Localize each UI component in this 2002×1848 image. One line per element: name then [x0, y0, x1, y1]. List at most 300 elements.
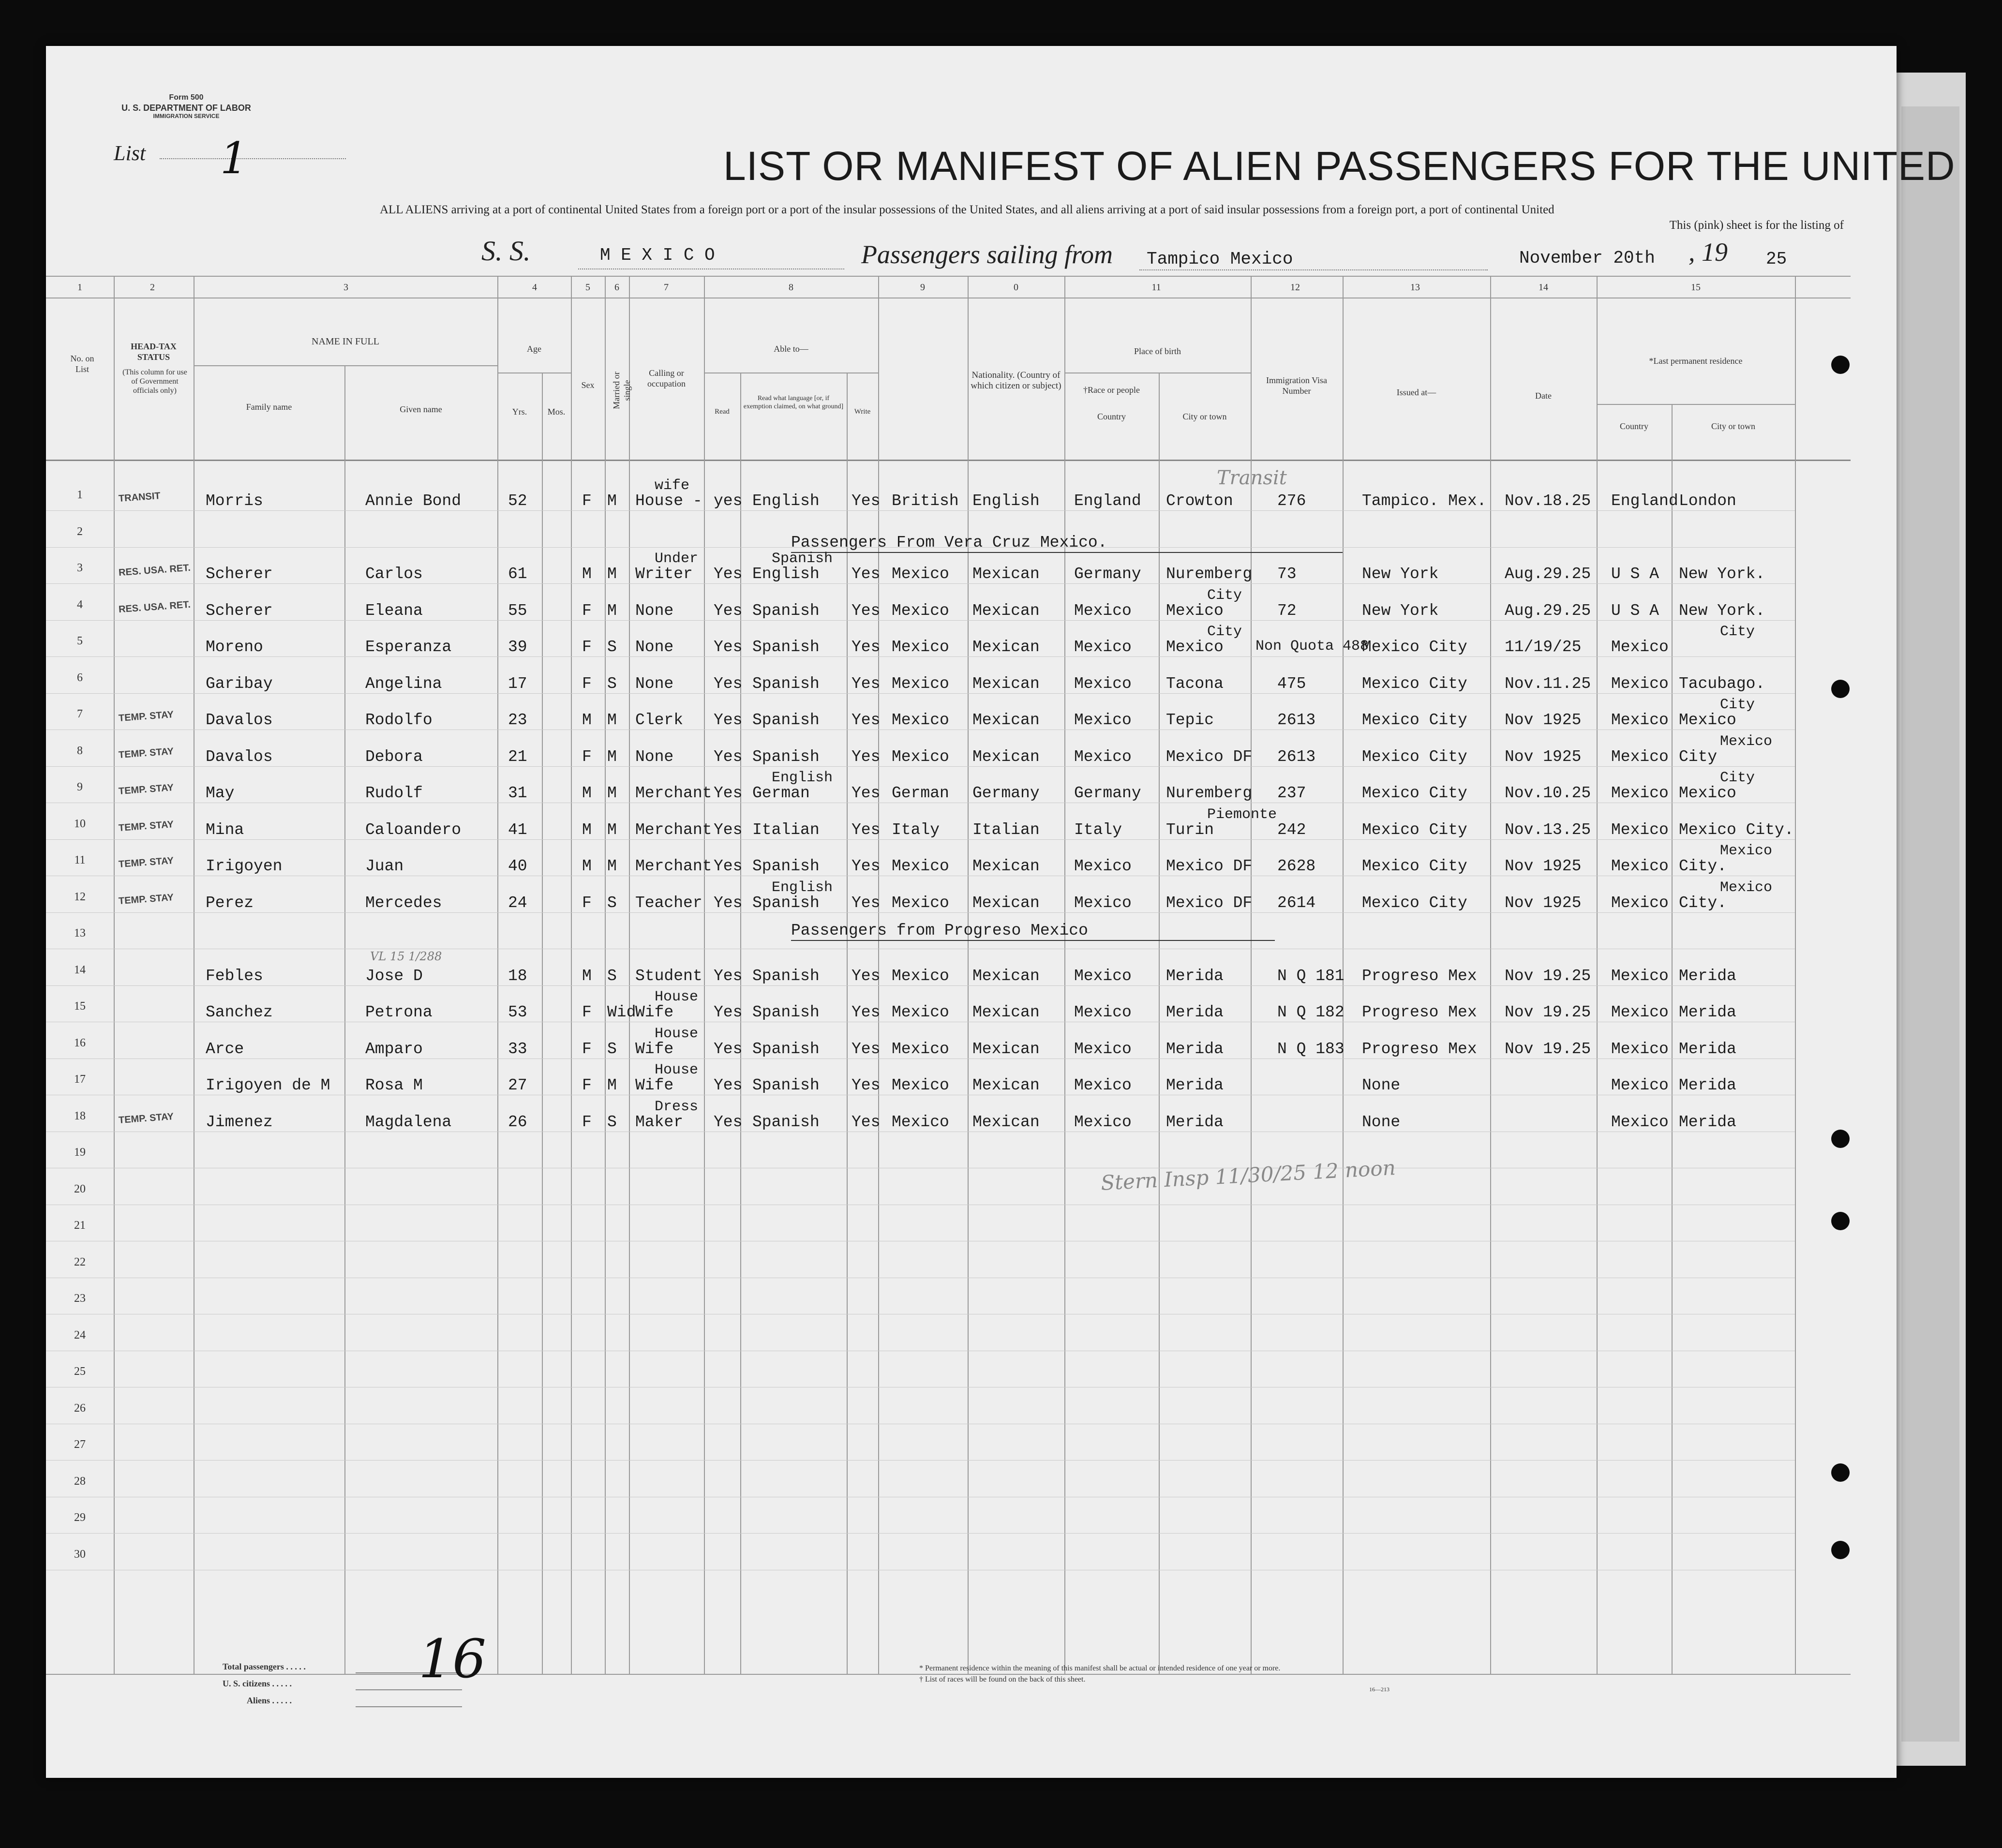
can-write: Yes	[852, 967, 881, 985]
sex: F	[582, 638, 592, 656]
occupation: Merchant	[635, 857, 712, 875]
colnum-1: 1	[77, 282, 82, 293]
residence-city: Mexico	[1679, 711, 1736, 729]
birth-city: Crowton	[1166, 492, 1233, 510]
occupation: None	[635, 638, 674, 656]
family-name: Jimenez	[206, 1113, 273, 1131]
col-divider-6	[629, 276, 630, 1674]
birth-city: Nuremberg	[1166, 784, 1253, 802]
residence-country: Mexico	[1611, 638, 1669, 656]
family-name: May	[206, 784, 235, 802]
marital-status: M	[607, 565, 617, 583]
row-number: 9	[77, 781, 83, 793]
sex: F	[582, 1040, 592, 1058]
race: Mexican	[972, 1040, 1040, 1058]
status-stamp: TEMP. STAY	[118, 745, 174, 760]
birth-country: Germany	[1074, 565, 1141, 583]
status-stamp: RES. USA. RET.	[118, 599, 191, 615]
can-read: Yes	[714, 1003, 743, 1021]
race: Mexican	[972, 967, 1040, 985]
age-years: 40	[508, 857, 527, 875]
row-guide	[46, 912, 1795, 913]
table-top-rule	[46, 276, 1851, 277]
res-city-top-line: Mexico	[1720, 879, 1773, 896]
sailing-date: November 20th	[1519, 248, 1655, 268]
row-number: 1	[77, 489, 83, 501]
given-name: Petrona	[365, 1003, 433, 1021]
family-name: Scherer	[206, 601, 273, 620]
birth-country: Germany	[1074, 784, 1141, 802]
residence-country: Mexico	[1611, 1040, 1669, 1058]
status-stamp: TEMP. STAY	[118, 892, 174, 907]
issued-at: Mexico City	[1362, 784, 1467, 802]
visa-number: 475	[1277, 674, 1306, 693]
ss-label: S. S.	[481, 235, 531, 267]
issued-at: Progreso Mex	[1362, 1040, 1477, 1058]
residence-city: City.	[1679, 894, 1727, 912]
age-years: 31	[508, 784, 527, 802]
given-name: Eleana	[365, 601, 423, 620]
race: Mexican	[972, 638, 1040, 656]
header-able-to: Able to—	[774, 344, 808, 354]
race: Mexican	[972, 747, 1040, 766]
family-name: Sanchez	[206, 1003, 273, 1021]
sailing-label: Passengers sailing from	[861, 240, 1113, 269]
nationality: Mexico	[892, 967, 949, 985]
age-years: 33	[508, 1040, 527, 1058]
manifest-title: LIST OR MANIFEST OF ALIEN PASSENGERS FOR THE UNITED	[723, 143, 1956, 189]
given-name: Debora	[365, 747, 423, 766]
family-name: Scherer	[206, 565, 273, 583]
visa-date: Nov 19.25	[1505, 1040, 1591, 1058]
nationality: Mexico	[892, 1003, 949, 1021]
family-name: Morris	[206, 492, 263, 510]
race: Italian	[972, 820, 1040, 839]
given-name: Amparo	[365, 1040, 423, 1058]
header-head-tax-note: (This column for use of Government officials only)	[122, 368, 187, 395]
race: Mexican	[972, 565, 1040, 583]
marital-status: M	[607, 747, 617, 766]
row-number: 12	[74, 890, 86, 903]
manifest-sheet	[46, 46, 1956, 1778]
visa-number: Non Quota 488	[1255, 638, 1369, 655]
visa-date: Nov 19.25	[1505, 967, 1591, 985]
punch-hole	[1831, 680, 1850, 698]
visa-number: 242	[1277, 820, 1306, 839]
sex: F	[582, 747, 592, 766]
row-guide	[46, 583, 1795, 584]
colnum-14: 14	[1539, 282, 1548, 293]
visa-number: 2613	[1277, 747, 1316, 766]
visa-date: Nov 1925	[1505, 711, 1582, 729]
res-city-top-line: Mexico	[1720, 843, 1773, 859]
can-write: Yes	[852, 1003, 881, 1021]
row-guide	[46, 985, 1795, 986]
febles-note: VL 15 1/288	[370, 950, 442, 963]
occupation: Wife	[635, 1076, 674, 1094]
occupation: House -	[635, 492, 702, 510]
header-mos: Mos.	[547, 407, 566, 417]
nationality: British	[892, 492, 959, 510]
birth-country: Mexico	[1074, 857, 1132, 875]
race: Mexican	[972, 601, 1040, 620]
colnum-10: 0	[1014, 282, 1018, 293]
issued-at: New York	[1362, 601, 1439, 620]
family-name: Moreno	[206, 638, 263, 656]
language: Spanish	[752, 747, 820, 766]
race: Mexican	[972, 1113, 1040, 1131]
can-write: Yes	[852, 784, 881, 802]
status-stamp: TEMP. STAY	[118, 709, 174, 724]
row-number: 4	[77, 598, 83, 611]
can-write: Yes	[852, 894, 881, 912]
visa-number: N Q 181	[1277, 967, 1345, 985]
residence-city: Merida	[1679, 1040, 1736, 1058]
family-name: Febles	[206, 967, 263, 985]
header-name-in-full: NAME IN FULL	[312, 336, 379, 347]
col-divider-10	[1064, 276, 1065, 1674]
marital-status: M	[607, 601, 617, 620]
header-res-country: Country	[1619, 421, 1648, 431]
birth-city: Mexico	[1166, 601, 1224, 620]
language: German	[752, 784, 810, 802]
visa-date: Nov.10.25	[1505, 784, 1591, 802]
header-birth-country: Country	[1097, 412, 1126, 421]
residence-city: Merida	[1679, 1113, 1736, 1131]
language: Spanish	[752, 601, 820, 620]
marital-status: S	[607, 1040, 617, 1058]
birth-city: Turin	[1166, 820, 1214, 839]
marital-status: M	[607, 857, 617, 875]
nationality: Mexico	[892, 1040, 949, 1058]
issued-at: Mexico City	[1362, 894, 1467, 912]
lang-top-line: English	[772, 879, 833, 896]
col-divider-1	[114, 276, 115, 1674]
lang-top-line: English	[772, 770, 833, 786]
punch-hole	[1831, 1463, 1850, 1482]
age-years: 55	[508, 601, 527, 620]
row-guide	[46, 620, 1795, 621]
race: Mexican	[972, 711, 1040, 729]
list-label: List	[114, 141, 146, 165]
visa-date: 11/19/25	[1505, 638, 1582, 656]
colnum-7: 7	[664, 282, 669, 293]
family-name: Davalos	[206, 747, 273, 766]
residence-country: Mexico	[1611, 1113, 1669, 1131]
issued-at: Mexico City	[1362, 674, 1467, 693]
age-years: 18	[508, 967, 527, 985]
row-number: 3	[77, 562, 83, 574]
can-read: Yes	[714, 967, 743, 985]
can-write: Yes	[852, 1113, 881, 1131]
sex: F	[582, 894, 592, 912]
can-write: Yes	[852, 638, 881, 656]
row-number: 5	[77, 635, 83, 647]
race: Mexican	[972, 894, 1040, 912]
given-name: Mercedes	[365, 894, 442, 912]
row-guide	[46, 1058, 1795, 1059]
residence-country: Mexico	[1611, 857, 1669, 875]
row-number: 24	[74, 1328, 86, 1341]
can-write: Yes	[852, 747, 881, 766]
row-number: 11	[74, 854, 86, 866]
occ-top-line: House	[655, 1025, 699, 1042]
visa-date: Nov 1925	[1505, 857, 1582, 875]
port-line	[1139, 269, 1488, 270]
residence-city: New York.	[1679, 565, 1765, 583]
language: Spanish	[752, 1040, 820, 1058]
visa-date: Nov.11.25	[1505, 674, 1591, 693]
header-read: Read	[715, 408, 730, 416]
row-guide	[46, 693, 1795, 694]
row-number: 29	[74, 1511, 86, 1524]
occupation: Student	[635, 967, 702, 985]
header-res-city: City or town	[1711, 421, 1755, 431]
given-name: Carlos	[365, 565, 423, 583]
birth-country: Mexico	[1074, 894, 1132, 912]
issued-at: Progreso Mex	[1362, 1003, 1477, 1021]
year-prefix: , 19	[1688, 238, 1728, 267]
can-read: Yes	[714, 894, 743, 912]
visa-date: Aug.29.25	[1505, 565, 1591, 583]
occupation: Merchant	[635, 784, 712, 802]
visa-number: 237	[1277, 784, 1306, 802]
given-name: Rodolfo	[365, 711, 433, 729]
residence-city: Mexico	[1679, 784, 1736, 802]
can-read: Yes	[714, 1113, 743, 1131]
sex: F	[582, 492, 592, 510]
race: Mexican	[972, 1076, 1040, 1094]
given-name: Caloandero	[365, 820, 462, 839]
col-divider-8b	[847, 373, 848, 1674]
occ-top-line: Dress	[655, 1098, 699, 1115]
col-divider-3	[497, 276, 498, 1674]
occupation: Wife	[635, 1040, 674, 1058]
given-name: Rudolf	[365, 784, 423, 802]
colnum-2: 2	[150, 282, 155, 293]
can-read: Yes	[714, 747, 743, 766]
header-last-residence: *Last permanent residence	[1649, 356, 1743, 366]
row-number: 30	[74, 1548, 86, 1561]
status-stamp: TRANSIT	[118, 491, 161, 504]
can-read: Yes	[714, 601, 743, 620]
occupation: None	[635, 674, 674, 693]
residence-country: Mexico	[1611, 747, 1669, 766]
col-divider-9	[968, 276, 969, 1674]
birth-country: Mexico	[1074, 1040, 1132, 1058]
age-years: 41	[508, 820, 527, 839]
departure-port: Tampico Mexico	[1147, 249, 1293, 269]
col-divider-13	[1490, 276, 1491, 1674]
header-bottom-rule	[46, 460, 1851, 461]
issued-at: Mexico City	[1362, 857, 1467, 875]
language: Italian	[752, 820, 820, 839]
status-stamp: TEMP. STAY	[118, 855, 174, 870]
nationality: Mexico	[892, 711, 949, 729]
sex: M	[582, 857, 592, 875]
occupation: Maker	[635, 1113, 684, 1131]
language: Spanish	[752, 1113, 820, 1131]
row-number: 8	[77, 744, 83, 757]
nationality: Mexico	[892, 747, 949, 766]
age-years: 61	[508, 565, 527, 583]
section-underline-1	[791, 552, 1343, 553]
age-years: 39	[508, 638, 527, 656]
col-divider-5	[605, 276, 606, 1674]
row-guide	[46, 510, 1795, 511]
language: English	[752, 492, 820, 510]
can-write: Yes	[852, 565, 881, 583]
table-bottom-rule	[46, 1674, 1851, 1675]
ship-name: M E X I C O	[600, 245, 715, 265]
status-stamp: TEMP. STAY	[118, 819, 174, 834]
birth-city: Mexico	[1166, 638, 1224, 656]
row-number: 15	[74, 1000, 86, 1013]
occupation: Wife	[635, 1003, 674, 1021]
visa-date: Nov 19.25	[1505, 1003, 1591, 1021]
issued-at: Tampico. Mex.	[1362, 492, 1487, 510]
age-years: 26	[508, 1113, 527, 1131]
occupation: Teacher	[635, 894, 702, 912]
can-read: Yes	[714, 638, 743, 656]
birth-city: Merida	[1166, 1003, 1224, 1021]
occupation: Clerk	[635, 711, 684, 729]
given-name: Juan	[365, 857, 404, 875]
residence-city: Merida	[1679, 967, 1736, 985]
birth-city: Merida	[1166, 1040, 1224, 1058]
marital-status: Wid	[607, 1003, 636, 1021]
sex: M	[582, 711, 592, 729]
race: Mexican	[972, 1003, 1040, 1021]
birth-country: Mexico	[1074, 711, 1132, 729]
service: IMMIGRATION SERVICE	[153, 113, 220, 119]
nationality: Mexico	[892, 638, 949, 656]
marital-status: M	[607, 820, 617, 839]
row-number: 13	[74, 927, 86, 939]
nationality: German	[892, 784, 949, 802]
issued-at: Progreso Mex	[1362, 967, 1477, 985]
marital-status: M	[607, 1076, 617, 1094]
year-suffix: 25	[1766, 249, 1787, 269]
issued-at: None	[1362, 1113, 1401, 1131]
birth-country: Mexico	[1074, 1003, 1132, 1021]
nationality: Mexico	[892, 601, 949, 620]
aliens-line	[356, 1706, 462, 1707]
row-number: 28	[74, 1475, 86, 1488]
section-header-progreso: Passengers from Progreso Mexico	[791, 922, 1088, 939]
ship-line	[578, 268, 844, 269]
residence-country: Mexico	[1611, 1076, 1669, 1094]
race: Mexican	[972, 857, 1040, 875]
subtitle-line-1: ALL ALIENS arriving at a port of continental United States from a foreign port or a port of the insular possessions of the United States, and all aliens arriving at a port of said insular possessions from a foreign port, a port of continental United	[380, 203, 1554, 216]
row-number: 26	[74, 1401, 86, 1415]
race: English	[972, 492, 1040, 510]
residence-country: Mexico	[1611, 1003, 1669, 1021]
punch-hole	[1831, 356, 1850, 374]
visa-date: Nov.13.25	[1505, 820, 1591, 839]
header-race: †Race or people	[1083, 385, 1140, 395]
occupation: None	[635, 747, 674, 766]
given-name: Magdalena	[365, 1113, 452, 1131]
row-number: 7	[77, 708, 83, 720]
row-number: 16	[74, 1036, 86, 1049]
can-read: Yes	[714, 1076, 743, 1094]
can-read: Yes	[714, 857, 743, 875]
can-write: Yes	[852, 1076, 881, 1094]
header-birth-city: City or town	[1182, 412, 1227, 421]
birth-city: Merida	[1166, 1113, 1224, 1131]
nationality: Mexico	[892, 565, 949, 583]
language: Spanish	[752, 857, 820, 875]
can-write: Yes	[852, 1040, 881, 1058]
row-number: 23	[74, 1292, 86, 1305]
total-passengers-value: 16	[418, 1628, 486, 1690]
col-divider-7	[704, 276, 705, 1674]
lang-top-line: Spanish	[772, 551, 833, 567]
row-number: 18	[74, 1109, 86, 1122]
residence-subrule	[1597, 404, 1795, 405]
can-write: Yes	[852, 857, 881, 875]
colnum-11: 11	[1151, 282, 1161, 293]
res-city-top-line: City	[1720, 697, 1755, 713]
issued-at: Mexico City	[1362, 711, 1467, 729]
family-name: Mina	[206, 820, 244, 839]
visa-number: 72	[1277, 601, 1297, 620]
birth-city: Mexico DF	[1166, 857, 1253, 875]
sex: F	[582, 1076, 592, 1094]
section-header-veracruz: Passengers From Vera Cruz Mexico.	[791, 534, 1107, 551]
can-read: yes	[714, 492, 743, 510]
residence-city: Mexico City.	[1679, 820, 1794, 839]
marital-status: S	[607, 1113, 617, 1131]
row-number: 21	[74, 1219, 86, 1232]
occ-top-line: wife	[655, 477, 690, 494]
colnum-6: 6	[614, 282, 619, 293]
header-calling: Calling or occupation	[647, 368, 686, 388]
header-age: Age	[527, 344, 541, 354]
occupation: None	[635, 601, 674, 620]
city-top-line: City	[1207, 624, 1242, 640]
row-guide	[46, 766, 1795, 767]
issued-at: None	[1362, 1076, 1401, 1094]
language: Spanish	[752, 1003, 820, 1021]
can-read: Yes	[714, 784, 743, 802]
res-city-top-line: City	[1720, 624, 1755, 640]
residence-city: Merida	[1679, 1076, 1736, 1094]
birth-city: Mexico DF	[1166, 747, 1253, 766]
header-issued-at: Issued at—	[1396, 387, 1436, 397]
language: Spanish	[752, 638, 820, 656]
occ-top-line: House	[655, 989, 699, 1005]
sex: F	[582, 674, 592, 693]
footnote-code: 16—213	[1369, 1686, 1389, 1693]
row-number: 19	[74, 1146, 86, 1159]
punch-hole	[1831, 1130, 1850, 1148]
header-read-language: Read what language [or, if exemption claimed, on what ground]	[743, 395, 844, 410]
col-divider-4	[571, 276, 572, 1674]
birth-country: Mexico	[1074, 674, 1132, 693]
residence-country: Mexico	[1611, 711, 1669, 729]
header-nationality: Nationality. (Country of which citizen or subject)	[971, 370, 1061, 391]
can-write: Yes	[852, 601, 881, 620]
header-family-name: Family name	[246, 402, 292, 412]
row-number: 6	[77, 671, 83, 684]
visa-date: Nov.18.25	[1505, 492, 1591, 510]
occupation: Writer	[635, 565, 693, 583]
marital-status: S	[607, 674, 617, 693]
row-guide	[46, 1460, 1795, 1461]
colnum-4: 4	[532, 282, 537, 293]
